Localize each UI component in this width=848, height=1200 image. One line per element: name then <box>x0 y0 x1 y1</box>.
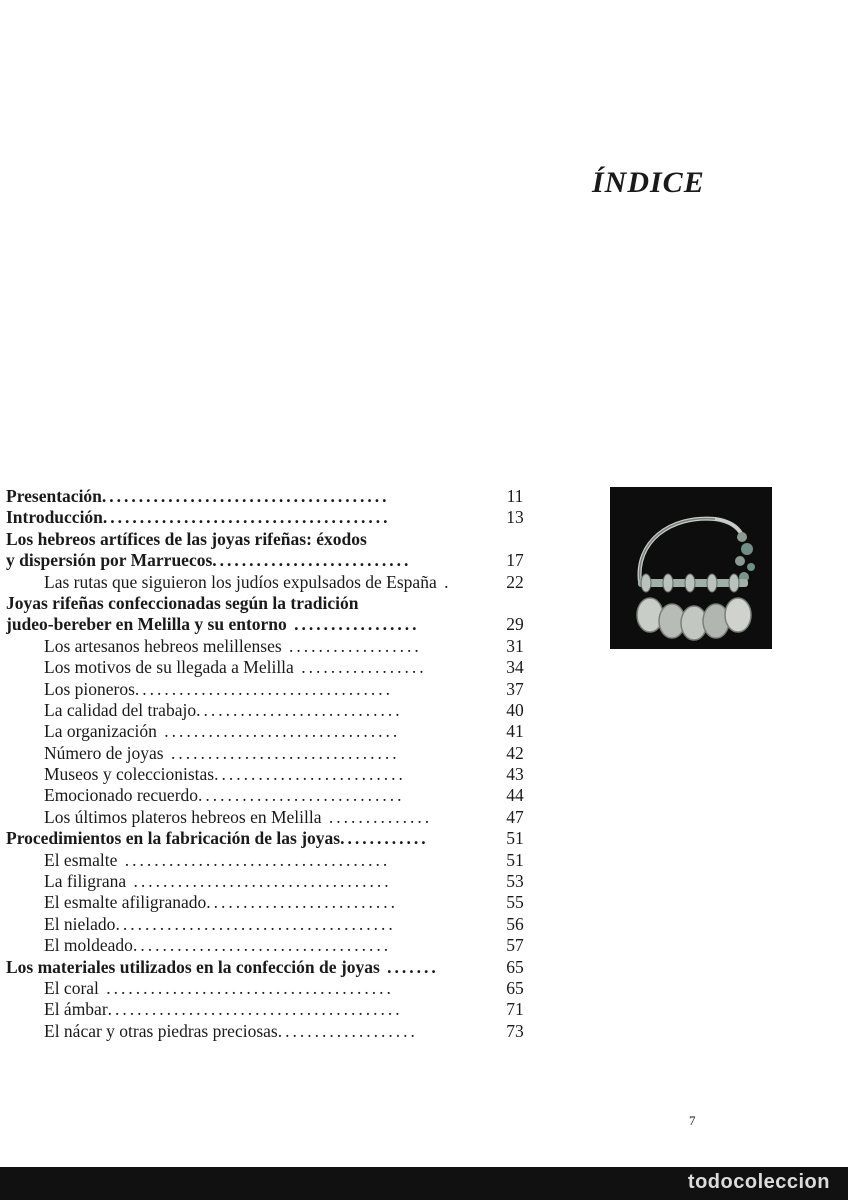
toc-entry-line <box>44 785 476 806</box>
toc-entry-title: Procedimientos en la fabricación de las joyas <box>6 828 341 849</box>
toc-entry-title: Los motivos de su llegada a Melilla <box>44 657 294 678</box>
toc-entry-page: 65 <box>506 977 524 998</box>
toc-entry-title: Número de joyas <box>44 742 164 763</box>
toc-entry-line <box>6 550 476 571</box>
toc-entry-line <box>6 507 476 528</box>
toc-entry-title: Los materiales utilizados en la confección de joyas <box>6 956 380 977</box>
toc-leader-dots: ............................... <box>163 742 400 763</box>
toc-entry <box>0 871 540 892</box>
toc-entry <box>0 657 540 678</box>
toc-entry-title: Los hebreos artífices de las joyas rifeñas: éxodos <box>6 528 367 549</box>
toc-leader-dots: ....................................... <box>98 977 394 998</box>
toc-entry-line <box>44 743 476 764</box>
jewelry-photo <box>610 487 772 649</box>
toc-entry-page: 51 <box>506 849 524 870</box>
toc-entry <box>0 593 540 614</box>
table-of-contents <box>0 486 540 1042</box>
toc-leader-dots: ....................................... <box>101 486 390 506</box>
toc-leader-dots: ................................... <box>126 871 392 892</box>
toc-entry-title: Introducción <box>6 507 103 528</box>
toc-entry <box>0 935 540 956</box>
toc-entry <box>0 550 540 571</box>
toc-entry-title: Museos y coleccionistas <box>44 764 215 785</box>
toc-entry-line <box>44 978 476 999</box>
toc-entry-page: 42 <box>506 742 524 763</box>
toc-entry-line <box>6 828 476 849</box>
toc-leader-dots: ...................................... <box>115 913 396 934</box>
toc-entry <box>0 486 540 507</box>
toc-leader-dots: ................................... <box>134 678 394 699</box>
page-title <box>592 166 705 200</box>
toc-entry-line <box>44 807 476 828</box>
toc-entry-title: El nácar y otras piedras preciosas <box>44 1020 278 1041</box>
toc-entry <box>0 999 540 1020</box>
toc-entry-title: El moldeado <box>44 935 133 956</box>
toc-entry-line <box>44 636 476 657</box>
toc-entry-title: El esmalte <box>44 849 118 870</box>
toc-entry-title: La filigrana <box>44 871 127 892</box>
toc-entry-page: 40 <box>506 699 524 720</box>
toc-entry-page: 57 <box>506 935 524 956</box>
toc-leader-dots: ............................ <box>198 785 405 806</box>
toc-entry-title: Las rutas que siguieron los judíos expulsados de España <box>44 571 437 592</box>
toc-entry-title: La calidad del trabajo <box>44 699 197 720</box>
watermark-text: todocoleccion <box>687 1171 830 1193</box>
toc-leader-dots: ........................... <box>212 550 412 571</box>
page-number: 7 <box>689 1113 696 1128</box>
toc-entry-line <box>44 935 476 956</box>
toc-leader-dots: ....................................... <box>102 507 391 528</box>
toc-leader-dots: ....... <box>379 956 439 977</box>
toc-entry-line <box>44 679 476 700</box>
toc-entry <box>0 529 540 550</box>
toc-entry-line <box>6 529 476 550</box>
toc-entry <box>0 764 540 785</box>
toc-entry <box>0 614 540 635</box>
toc-entry-title: El esmalte afiligranado <box>44 892 207 913</box>
toc-entry-page: 13 <box>506 507 524 528</box>
toc-leader-dots: .......................... <box>206 892 399 913</box>
toc-entry-title: y dispersión por Marruecos <box>6 550 213 571</box>
toc-entry <box>0 507 540 528</box>
toc-entry-page: 31 <box>506 635 524 656</box>
toc-leader-dots: ........................................ <box>107 999 403 1020</box>
toc-entry-title: Los artesanos hebreos melillenses <box>44 635 282 656</box>
toc-entry <box>0 1021 540 1042</box>
toc-entry <box>0 721 540 742</box>
toc-entry-line <box>44 700 476 721</box>
toc-entry-title: judeo-bereber en Melilla y su entorno <box>6 614 287 635</box>
toc-entry-page: 11 <box>506 486 524 506</box>
toc-entry-page: 53 <box>506 871 524 892</box>
toc-entry-line <box>6 593 476 614</box>
toc-entry-title: La organización <box>44 721 157 742</box>
toc-leader-dots: ................... <box>277 1020 418 1041</box>
toc-entry-page: 47 <box>506 806 524 827</box>
toc-entry-line <box>44 871 476 892</box>
toc-entry-page: 17 <box>506 550 524 571</box>
toc-entry-line <box>44 764 476 785</box>
toc-entry-title: Los últimos plateros hebreos en Melilla <box>44 806 322 827</box>
silver-jewelry-icon <box>610 487 772 649</box>
toc-entry-line <box>44 1021 476 1042</box>
toc-entry <box>0 850 540 871</box>
toc-leader-dots: ................. <box>293 657 427 678</box>
toc-leader-dots: .................................... <box>117 849 391 870</box>
toc-leader-dots: ................................ <box>156 721 401 742</box>
toc-entry-page: 51 <box>506 828 524 849</box>
toc-leader-dots: .............. <box>321 806 433 827</box>
toc-entry-page: 55 <box>506 892 524 913</box>
toc-entry <box>0 785 540 806</box>
toc-entry <box>0 978 540 999</box>
toc-entry-page: 56 <box>506 913 524 934</box>
toc-entry <box>0 700 540 721</box>
toc-entry-line <box>44 657 476 678</box>
toc-entry-line <box>44 721 476 742</box>
toc-entry-line <box>44 914 476 935</box>
toc-entry-line <box>6 486 476 507</box>
toc-entry-title: Emocionado recuerdo <box>44 785 199 806</box>
toc-leader-dots: .......................... <box>214 764 406 785</box>
toc-leader-dots: ............ <box>340 828 429 849</box>
toc-entry-title: Presentación <box>6 486 102 506</box>
toc-entry-page: 43 <box>506 764 524 785</box>
toc-entry-line <box>6 957 476 978</box>
toc-entry-page: 37 <box>506 678 524 699</box>
toc-entry-line <box>6 614 476 635</box>
toc-leader-dots: .................. <box>281 635 422 656</box>
toc-entry-title: Los pioneros <box>44 678 135 699</box>
toc-entry <box>0 828 540 849</box>
toc-entry <box>0 743 540 764</box>
toc-entry-page: 65 <box>506 956 524 977</box>
toc-entry-page: 71 <box>506 999 524 1020</box>
toc-entry <box>0 679 540 700</box>
toc-entry-title: El nielado <box>44 913 116 934</box>
toc-entry-line <box>44 999 476 1020</box>
footer-bar <box>0 1167 848 1200</box>
toc-entry-title: El coral <box>44 977 99 998</box>
toc-entry <box>0 572 540 593</box>
toc-entry-page: 41 <box>506 721 524 742</box>
toc-entry-page: 34 <box>506 657 524 678</box>
toc-entry <box>0 892 540 913</box>
toc-entry <box>0 914 540 935</box>
toc-entry <box>0 807 540 828</box>
toc-entry-page: 44 <box>506 785 524 806</box>
toc-entry-page: 22 <box>506 571 524 592</box>
toc-entry-title: Joyas rifeñas confeccionadas según la tradición <box>6 592 359 613</box>
toc-entry-line <box>44 892 476 913</box>
toc-leader-dots: ............................ <box>196 699 403 720</box>
toc-entry <box>0 957 540 978</box>
toc-leader-dots: . <box>436 571 452 592</box>
toc-entry-page: 29 <box>506 614 524 635</box>
toc-entry <box>0 636 540 657</box>
page-title-text: ÍNDICE <box>592 166 705 199</box>
toc-leader-dots: ................................... <box>132 935 392 956</box>
toc-entry-line <box>44 572 476 593</box>
toc-leader-dots: ................. <box>286 614 420 635</box>
toc-entry-page: 73 <box>506 1020 524 1041</box>
toc-entry-line <box>44 850 476 871</box>
toc-entry-title: El ámbar <box>44 999 108 1020</box>
